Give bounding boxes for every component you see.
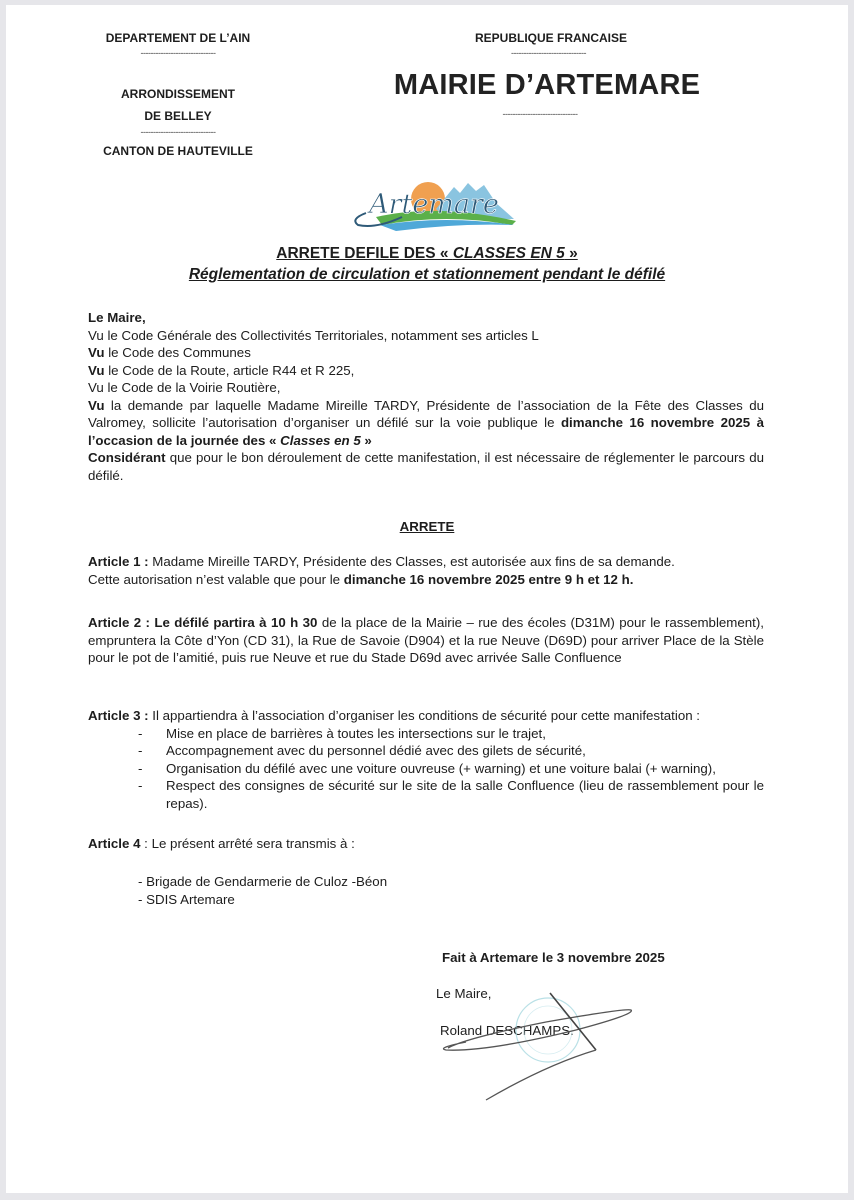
vu-classes: Classes en 5 [280,432,361,448]
article-1-label: Article 1 : [88,554,149,569]
recipients-list [138,873,638,908]
signature-stamp [426,980,656,1110]
separator: ------------------------------ [140,48,216,58]
signature-stroke [550,993,596,1050]
vu-demande [88,397,764,450]
article-3-label: Article 3 : [88,708,149,723]
department-label: DEPARTEMENT DE L’AIN [105,31,251,45]
arrondissement-label: ARRONDISSEMENT [120,87,235,101]
republic-label: REPUBLIQUE FRANCAISE [474,31,627,45]
article-3-text: Il appartiendra à l’association d’organiser les conditions de sécurité pour cette manifestation : [148,708,701,723]
artemare-logo [336,173,526,235]
signatory-name: Roland DESCHAMPS. [440,1023,574,1038]
preamble [88,309,764,484]
considerant-label: Considérant [88,450,166,465]
separator: ------------------------------ [511,48,586,58]
vu-date: dimanche 16 novembre 2025 à l’occasion de la journée des « [88,415,764,448]
vu-text: la demande par laquelle Madame Mireille TARDY, Présidente de l’association de la Fête des Classes du Valromey, sollicite l’autorisation d’organiser un défilé sur la voie publique le [88,397,764,430]
document-page [6,5,848,1193]
arrete-heading: ARRETE [399,519,455,534]
vu-route [88,362,764,380]
security-list [88,725,764,813]
opening: Le Maire, [88,310,146,325]
title-classes: CLASSES EN 5 [452,245,565,262]
vu-cgct: Vu le Code Générale des Collectivités Territoriales, notamment ses articles L [88,327,539,343]
article-4-label: Article 4 [88,836,141,851]
article-4 [88,835,764,853]
separator: ------------------------------ [140,127,216,137]
title-prefix: ARRETE DEFILE DES « [276,245,453,262]
article-1-date: dimanche 16 novembre 2025 entre 9 h et 12 h. [343,571,634,587]
list-item: - Mise en place de barrières à toutes les intersections sur le trajet, [138,725,546,741]
signature-scribble [444,1010,632,1050]
arrete-title [6,245,848,263]
place-date: Fait à Artemare le 3 novembre 2025 [442,950,665,965]
vu-communes [88,344,764,362]
considerant [88,449,764,484]
article-3 [88,707,764,812]
list-item: - Organisation du défilé avec une voiture ouvreuse (+ warning) et une voiture balai (+ warning), [138,760,716,776]
vu-text: le Code des Communes [104,345,251,360]
article-2-label: Article 2 : Le défilé partira à 10 h 30 [88,615,318,630]
vu-end: » [360,432,372,448]
article-1 [88,553,764,588]
arrondissement-name: DE BELLEY [144,109,212,123]
list-item: - Respect des consignes de sécurité sur le site de la salle Confluence (lieu de rassemblement pour le repas). [138,778,764,811]
logo-text: Artemare [369,189,499,220]
vu-label: Vu [88,397,105,413]
article-1-validity: Cette autorisation n’est valable que pour le [88,571,344,587]
separator: ------------------------------ [502,109,578,119]
vu-label: Vu [88,362,105,378]
article-1-text: Madame Mireille TARDY, Présidente des Classes, est autorisée aux fins de sa demande. [148,554,675,569]
title-suffix: » [564,245,578,262]
vu-text: le Code de la Route, article R44 et R 225, [104,362,355,378]
logo-graphic [336,173,526,235]
article-2 [88,614,764,667]
arrete-subtitle: Réglementation de circulation et stationnement pendant le défilé [188,266,666,283]
signature-role: Le Maire, [436,986,492,1001]
mairie-title: MAIRIE D’ARTEMARE [393,69,701,101]
recipient-gendarmerie: - Brigade de Gendarmerie de Culoz -Béon [138,874,388,889]
recipient-sdis: - SDIS Artemare [138,891,235,907]
list-item: - Accompagnement avec du personnel dédié avec des gilets de sécurité, [138,743,586,758]
stamp-icon [516,998,580,1062]
article-4-text: : Le présent arrêté sera transmis à : [140,836,355,851]
considerant-text: que pour le bon déroulement de cette manifestation, il est nécessaire de réglementer le parcours du défilé. [88,450,764,483]
article-2-text: de la place de la Mairie – rue des écoles (D31M) pour le rassemblement), empruntera la Côte d’Yon (CD 31), la Rue de Savoie (D904) et la rue Neuve (D69D) pour arriver Place de la Stèle pour le pot de l’amitié, puis rue Neuve et rue du Stade D69d avec arrivée Salle Confluence [88,615,764,665]
vu-label: Vu [88,345,105,360]
vu-voirie: Vu le Code de la Voirie Routière, [88,380,281,395]
signature-tail [486,1050,596,1100]
canton-label: CANTON DE HAUTEVILLE [103,144,253,158]
